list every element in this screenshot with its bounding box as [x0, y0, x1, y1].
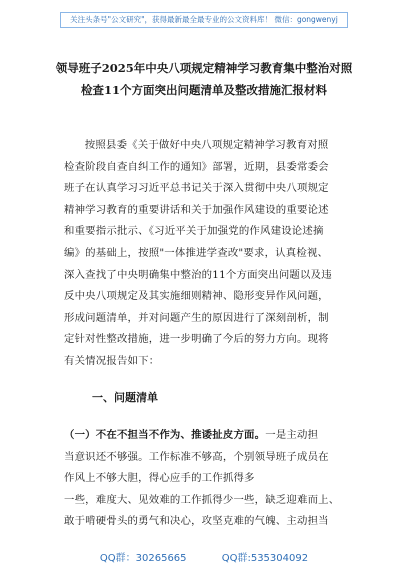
footer-qq-group-1: QQ群：30265665: [99, 553, 187, 564]
intro-line: 编》的基础上，按照"一体推进学查改"要求，认真检视、: [64, 246, 329, 259]
section1-first-line: [64, 425, 346, 447]
section-heading: 一、问题清单: [92, 391, 158, 404]
intro-line: 检查阶段自查自纠工作的通知》部署，近期，县委常委会: [64, 160, 329, 173]
header-banner: 关注头条号"公文研究"，获得最新最全最专业的公文资料库！ 微信：gongwenyj: [60, 12, 348, 28]
footer-contacts: [0, 549, 408, 564]
intro-line: 和重要指示批示、《习近平关于加强党的作风建设论述摘: [64, 225, 324, 238]
footer-qq-group-2: QQ群:535304092: [221, 553, 309, 564]
intro-paragraph: [64, 135, 346, 373]
intro-line: 有关情况报告如下：: [64, 354, 160, 367]
intro-line: 反中央八项规定及其实施细则精神、隐形变异作风问题，: [64, 290, 329, 303]
intro-line: 深入查找了中央明确集中整治的11个方面突出问题以及违: [64, 268, 332, 281]
intro-line: 精神学习教育的重要讲话和关于加强作风建设的重要论述: [64, 203, 329, 216]
intro-line: 定针对性整改措施，进一步明确了今后的努力方向。现将: [64, 333, 329, 346]
section1-line: 当意识还不够强。工作标准不够高，个别领导班子成员在: [64, 450, 329, 463]
section1-paragraph: [64, 425, 346, 533]
section1-line: 敢于啃硬骨头的勇气和决心，攻坚克难的气魄、主动担当: [64, 515, 329, 528]
section1-first-line-rest: 一是主动担: [265, 429, 319, 441]
section1-subheading: （一）不在不担当不作为、推诿扯皮方面。: [64, 429, 266, 441]
section1-line: 一些，难度大、见效难的工作抓得少一些，缺乏迎难而上、: [64, 493, 340, 506]
section1-line: 作风上不够大胆，得心应手的工作抓得多: [64, 472, 255, 485]
intro-line: 按照县委《关于做好中央八项规定精神学习教育对照: [84, 139, 329, 151]
intro-line: 班子在认真学习习近平总书记关于深入贯彻中央八项规定: [64, 182, 329, 195]
document-title-line-2: 检查11个方面突出问题清单及整改措施汇报材料: [80, 83, 327, 97]
document-title-line-1: 领导班子2025年中央八项规定精神学习教育集中整治对照: [55, 61, 353, 75]
intro-line: 形成问题清单，并对问题产生的原因进行了深刻剖析，制: [64, 311, 329, 324]
